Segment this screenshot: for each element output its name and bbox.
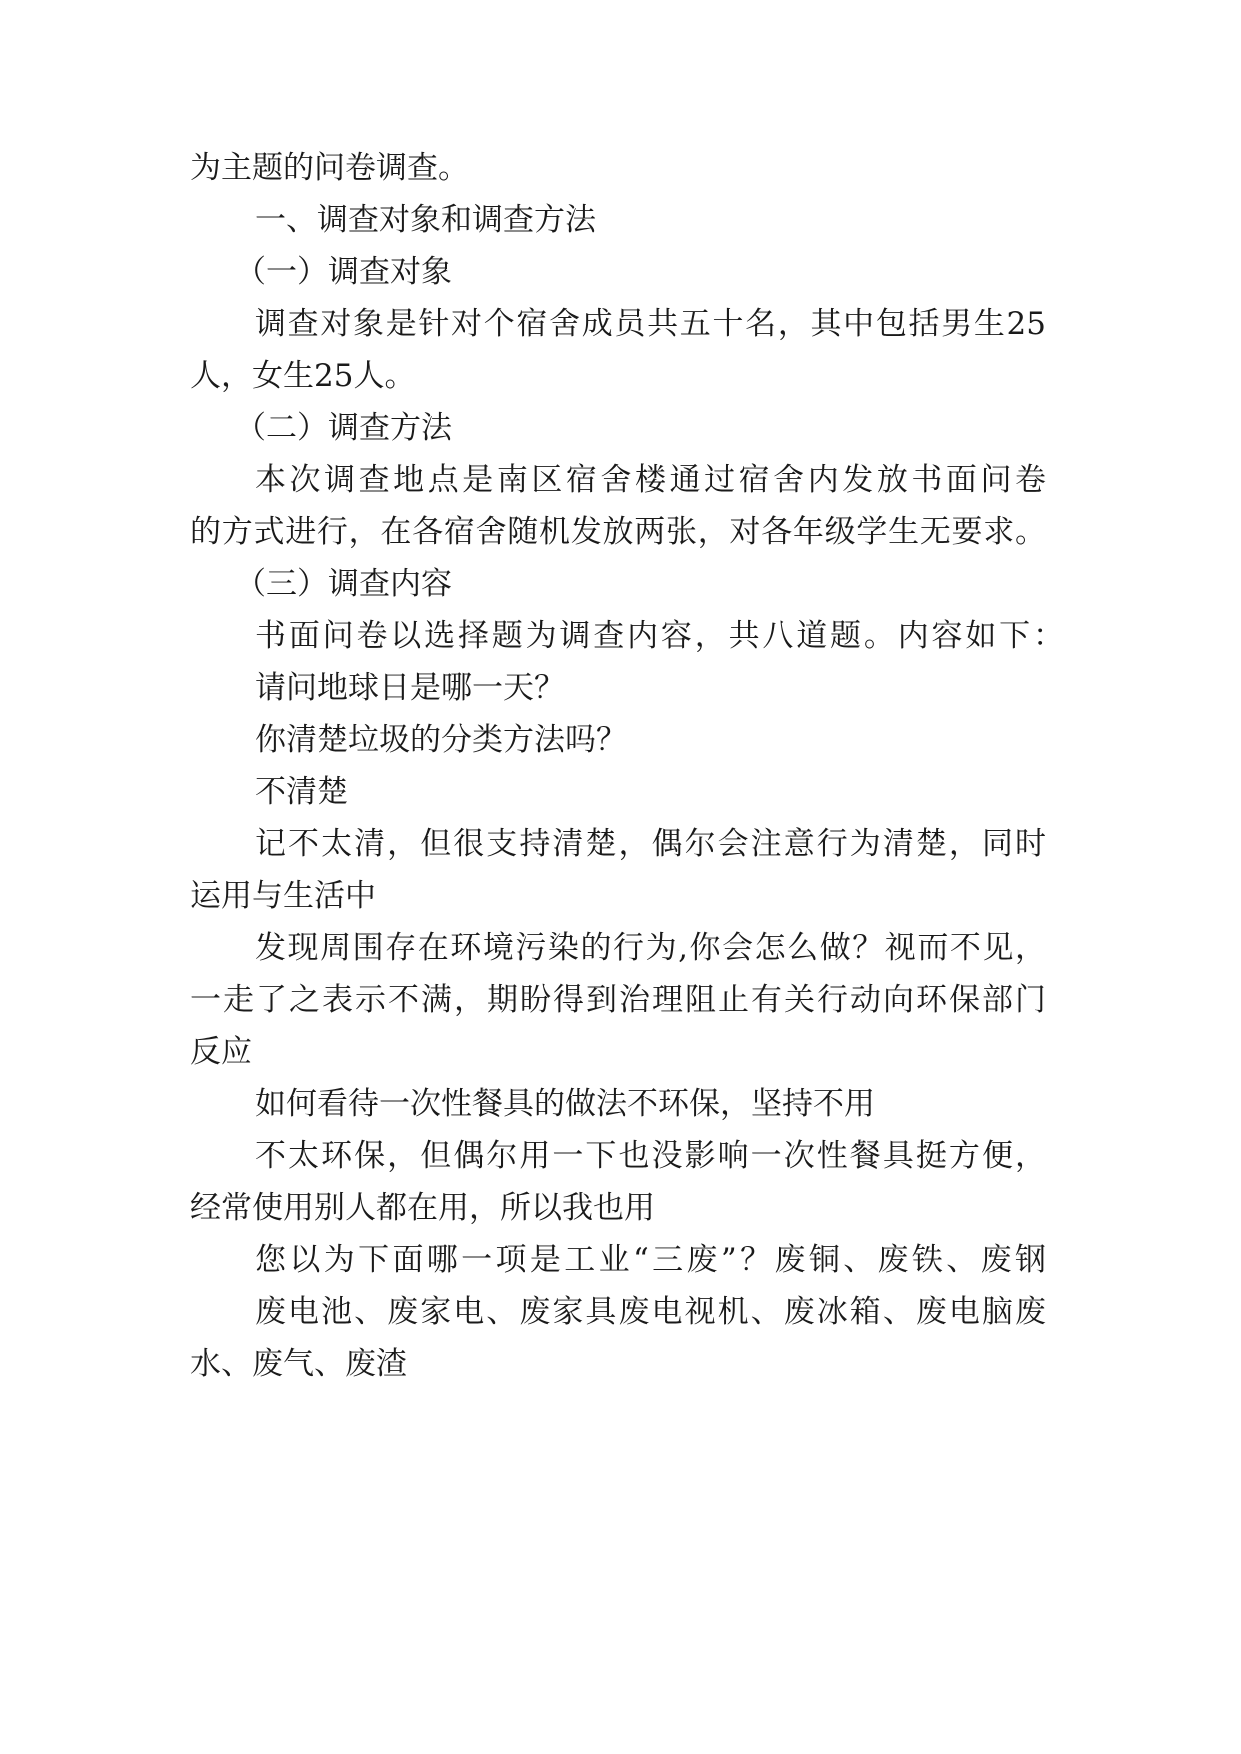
paragraph-line: 调查对象是针对个宿舍成员共五十名，其中包括男生25 [255,306,1046,342]
answer-line: 运用与生活中 [190,878,376,914]
paragraph-line: 本次调查地点是南区宿舍楼通过宿舍内发放书面问卷 [255,462,1046,498]
answer-line: 反应 [190,1034,252,1070]
paragraph-line: 人，女生25人。 [190,358,416,394]
section-heading: 一、调查对象和调查方法 [255,202,596,238]
question-line: 你清楚垃圾的分类方法吗？ [255,722,627,758]
answer-line: 记不太清，但很支持清楚，偶尔会注意行为清楚，同时 [255,826,1046,862]
subsection-heading: （一）调查对象 [235,254,452,290]
paragraph-line: 的方式进行，在各宿舍随机发放两张，对各年级学生无要求。 [190,514,1046,550]
answer-line: 水、废气、废渣 [190,1346,407,1382]
answer-line: 废电池、废家电、废家具废电视机、废冰箱、废电脑废 [255,1294,1046,1330]
question-line: 您以为下面哪一项是工业“三废”？废铜、废铁、废钢 [255,1242,1046,1278]
paragraph-line: 书面问卷以选择题为调查内容，共八道题。内容如下： [255,618,1064,654]
answer-line: 不清楚 [255,774,348,810]
subsection-heading: （三）调查内容 [235,566,452,602]
answer-line: 经常使用别人都在用，所以我也用 [190,1190,655,1226]
subsection-heading: （二）调查方法 [235,410,452,446]
question-line: 请问地球日是哪一天？ [255,670,565,706]
paragraph-line: 为主题的问卷调查。 [190,150,469,186]
answer-line: 一走了之表示不满，期盼得到治理阻止有关行动向环保部门 [190,982,1046,1018]
question-line: 如何看待一次性餐具的做法不环保，坚持不用 [255,1086,875,1122]
question-line: 发现周围存在环境污染的行为,你会怎么做？视而不见， [255,930,1046,966]
answer-line: 不太环保，但偶尔用一下也没影响一次性餐具挺方便， [255,1138,1046,1174]
